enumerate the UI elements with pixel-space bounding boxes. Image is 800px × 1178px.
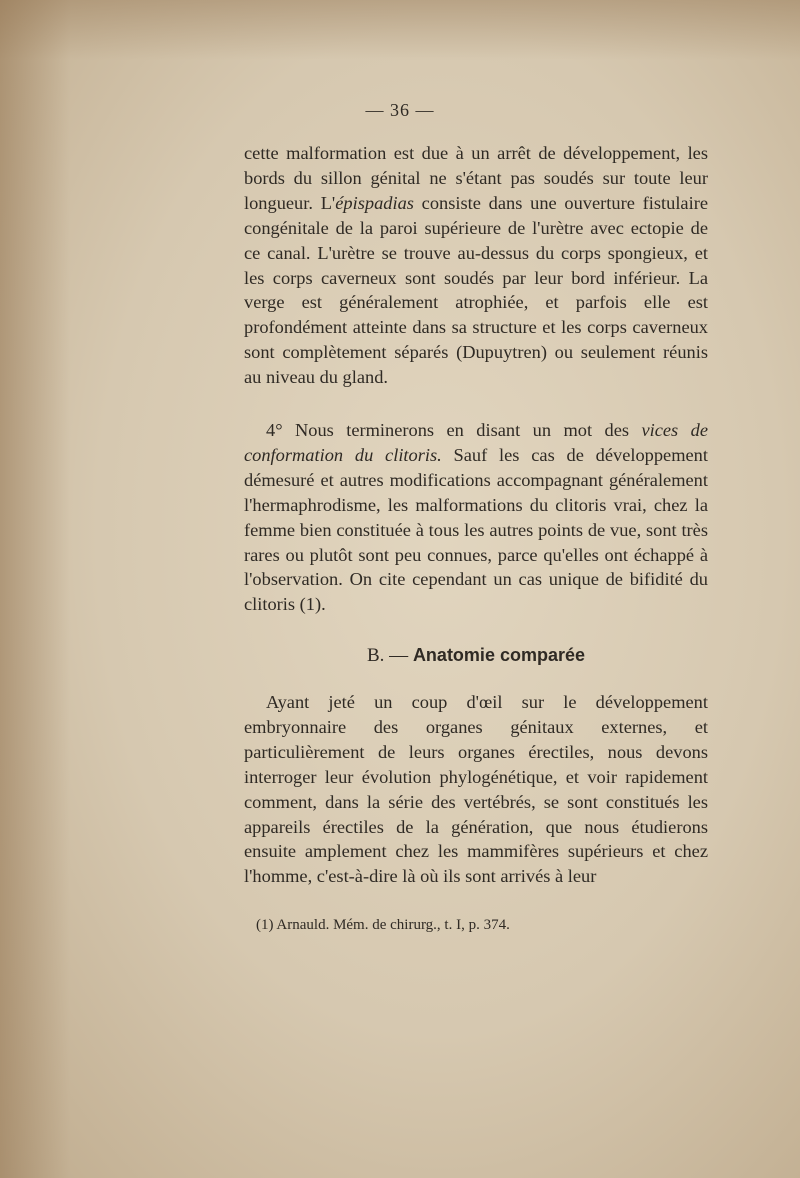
page-edge-shadow-left xyxy=(0,0,70,1178)
section-title: Anatomie comparée xyxy=(412,645,585,665)
paragraph-3 xyxy=(244,690,708,889)
paragraph-2-text-a: 4° Nous terminerons en disant un mot des xyxy=(266,420,642,440)
page-edge-shadow-top xyxy=(0,0,800,60)
paragraph-1 xyxy=(244,141,708,390)
paragraph-2 xyxy=(244,418,708,617)
paragraph-1-text-a: cette malformation est due à un arrêt de développement, les bords du sillon génital ne s'étant pas soudés sur toute leur longueur. L' xyxy=(244,143,708,213)
paragraph-3-text: Ayant jeté un coup d'œil sur le développement embryonnaire des organes génitaux externes, et particulièrement de leurs organes érectiles, nous devons interroger leur évolution phylogénétique, et voir rapidement comment, dans la série des vertébrés, se sont constitués les appareils érectiles de la génération, que nous étudierons ensuite amplement chez les mammifères supérieurs et chez l'homme, c'est-à-dire là où ils sont arrivés à leur xyxy=(244,692,708,887)
paragraph-1-term-epispadias: épispadias xyxy=(335,192,414,213)
section-heading xyxy=(244,645,708,667)
paragraph-1-text-b: consiste dans une ouverture fistulaire congénitale de la paroi supérieure de l'urètre avec ectopie de ce canal. L'urètre se trouve au-dessus du corps spongieux, et les corps caverneux sont soudés par leur bord inférieur. La verge est généralement atrophiée, et parfois elle est profondément atteinte dans sa structure et les corps caverneux sont complètement séparés (Dupuytren) ou seulement réunis au niveau du gland. xyxy=(244,192,708,388)
footnote: (1) Arnauld. Mém. de chirurg., t. I, p. 374. xyxy=(256,917,510,933)
section-prefix: B. — xyxy=(367,645,413,666)
page-number: — 36 — xyxy=(365,100,435,120)
paragraph-2-text-b: Sauf les cas de développement démesuré et autres modifications accompagnant généralement l'hermaphrodisme, les malformations du clitoris vrai, chez la femme bien constituée à tous les autres points de vue, sont très rares ou plutôt sont peu connues, parce qu'elles ont échappé à l'observation. On cite cependant un cas unique de bifidité du clitoris (1). xyxy=(244,444,708,615)
paragraph-2-term-vices: vices de conformation du clitoris. xyxy=(244,420,708,465)
